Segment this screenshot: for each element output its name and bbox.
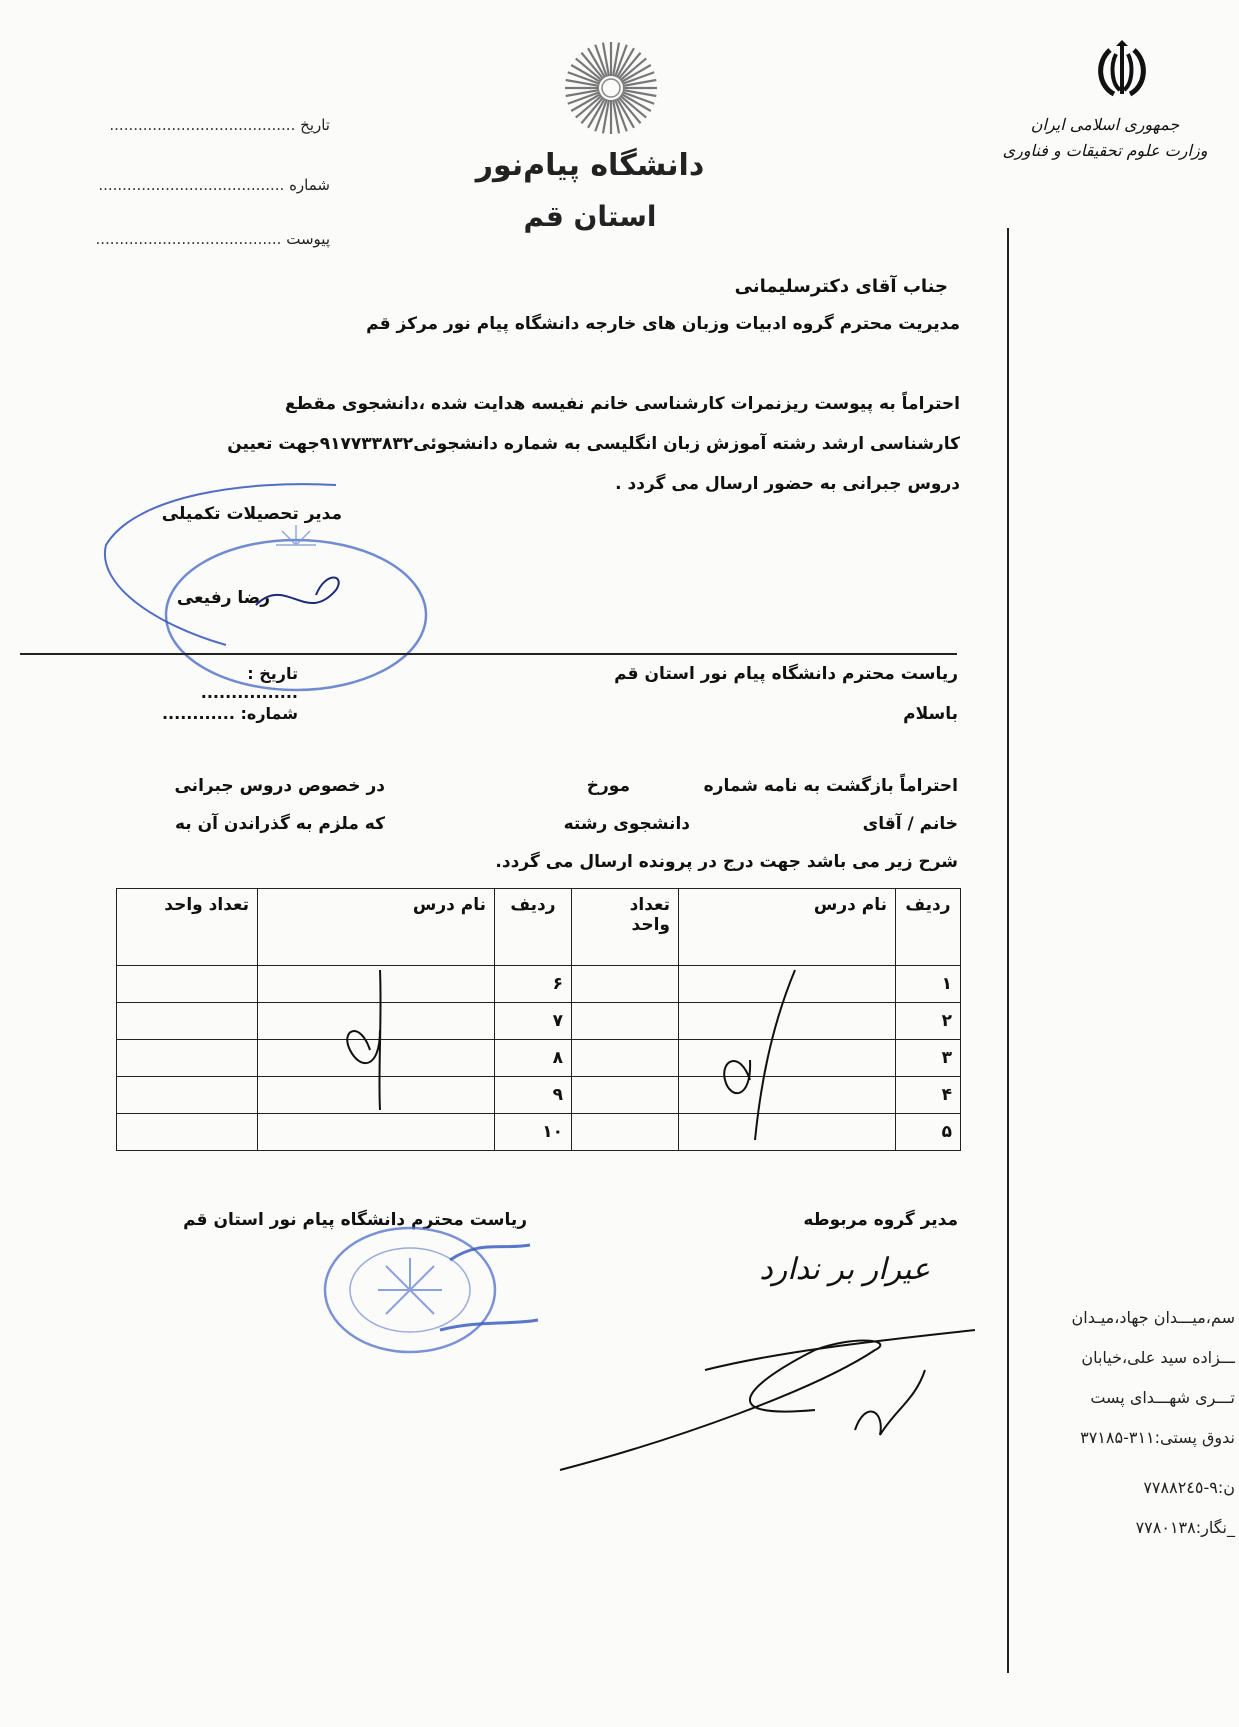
group-manager-note: عیرار بر ندارد <box>759 1252 930 1287</box>
number-dots: ....................................... <box>98 176 285 194</box>
address-line: ندوق پستی:۳۱۱-۳۷۱۸۵ <box>1080 1428 1235 1447</box>
reply-date: تاریخ : ................ <box>200 664 298 702</box>
ministry-line2: وزارت علوم تحقیقات و فناوری <box>1002 141 1208 160</box>
header-course-name: نام درس <box>679 889 896 966</box>
row-number-2: ۸ <box>495 1040 572 1077</box>
section-divider <box>20 653 957 655</box>
table-header-row <box>117 889 961 966</box>
units-cell-2 <box>117 1114 258 1151</box>
body-line-2: کارشناسی ارشد رشته آموزش زبان انگلیسی به شماره دانشجوئی۹۱۷۷۳۳۸۳۲جهت تعیین <box>227 434 960 454</box>
units-cell-2 <box>117 966 258 1003</box>
header-row-number: ردیف <box>896 889 961 966</box>
student-requirement: که ملزم به گذراندن آن به <box>174 814 385 834</box>
manager-signature <box>555 1310 975 1480</box>
address-line: ـــزاده سید علی،خیابان <box>1081 1348 1235 1367</box>
table-intro: شرح زیر می باشد جهت درج در پرونده ارسال می گردد. <box>495 852 958 872</box>
date-label: تاریخ <box>300 116 330 134</box>
student-major: دانشجوی رشته <box>563 814 690 834</box>
reply-number: شماره: ............ <box>161 704 298 723</box>
address-block <box>1015 1298 1235 1548</box>
ref-letter-date: مورخ <box>586 776 630 796</box>
fax-line: _نگار:۷۷۸۰۱۳۸ <box>1135 1518 1235 1537</box>
table-strike-marks <box>340 960 820 1160</box>
president-title: ریاست محترم دانشگاه پیام نور استان قم <box>183 1210 527 1230</box>
group-manager-title: مدیر گروه مربوطه <box>803 1210 958 1230</box>
reply-to: ریاست محترم دانشگاه پیام نور استان قم <box>614 664 958 684</box>
body-line-3: دروس جبرانی به حضور ارسال می گردد . <box>615 474 960 494</box>
header-units-line2: واحد <box>631 915 670 935</box>
student-title: خانم / آقای <box>862 814 958 834</box>
row-number: ۳ <box>896 1040 961 1077</box>
address-line: سم،میـــدان جهاد،میـدان <box>1071 1308 1235 1327</box>
row-number: ۱ <box>896 966 961 1003</box>
header-row-number-2: ردیف <box>495 889 572 966</box>
body-line-1: احتراماً به پیوست ریزنمرات کارشناسی خانم نفیسه هدایت شده ،دانشجوی مقطع <box>285 394 960 414</box>
address-line: تـــری شهـــدای پست <box>1090 1388 1235 1407</box>
units-cell-2 <box>117 1077 258 1114</box>
stamp-sunburst-icon <box>276 525 316 545</box>
seal-sunburst-icon <box>378 1258 442 1314</box>
signer-name: رضا رفیعی <box>176 588 270 608</box>
number-label: شماره <box>289 176 330 194</box>
ministry-block <box>1000 112 1210 164</box>
university-province: استان قم <box>523 200 657 233</box>
row-number-2: ۶ <box>495 966 572 1003</box>
date-field <box>90 116 330 134</box>
header-units <box>572 889 679 966</box>
row-number-2: ۷ <box>495 1003 572 1040</box>
university-logo-icon <box>558 38 664 138</box>
units-cell-2 <box>117 1003 258 1040</box>
signer-title: مدیر تحصیلات تکمیلی <box>161 504 342 524</box>
header-course-name-2: نام درس <box>258 889 495 966</box>
ref-subject: در خصوص دروس جبرانی <box>174 776 385 796</box>
number-field <box>90 176 330 194</box>
attachment-label: پیوست <box>286 230 330 248</box>
units-cell-2 <box>117 1040 258 1077</box>
university-seal <box>310 1220 540 1370</box>
university-title: دانشگاه پیام‌نور <box>475 148 705 183</box>
row-number-2: ۹ <box>495 1077 572 1114</box>
date-dots: ....................................... <box>109 116 296 134</box>
ref-letter-number: احتراماً بازگشت به نامه شماره <box>703 776 958 796</box>
iran-emblem-icon <box>1092 40 1152 102</box>
row-number: ۵ <box>896 1114 961 1151</box>
row-number: ۴ <box>896 1077 961 1114</box>
addressee: جناب آقای دکترسلیمانی <box>734 276 948 297</box>
addressee-title: مدیریت محترم گروه ادبیات وزبان های خارجه دانشگاه پیام نور مرکز قم <box>366 314 960 334</box>
row-number-2: ۱۰ <box>495 1114 572 1151</box>
ministry-line1: جمهوری اسلامی ایران <box>1030 115 1180 134</box>
header-units-line1: تعداد <box>629 895 670 915</box>
attachment-dots: ....................................... <box>95 230 282 248</box>
margin-line <box>1007 228 1009 1673</box>
header-units-2: تعداد واحد <box>117 889 258 966</box>
reply-greeting: باسلام <box>903 704 958 724</box>
attachment-field <box>90 230 330 248</box>
row-number: ۲ <box>896 1003 961 1040</box>
phone-line: ن:۹-۷۷۸۸۲٤٥ <box>1143 1478 1235 1497</box>
